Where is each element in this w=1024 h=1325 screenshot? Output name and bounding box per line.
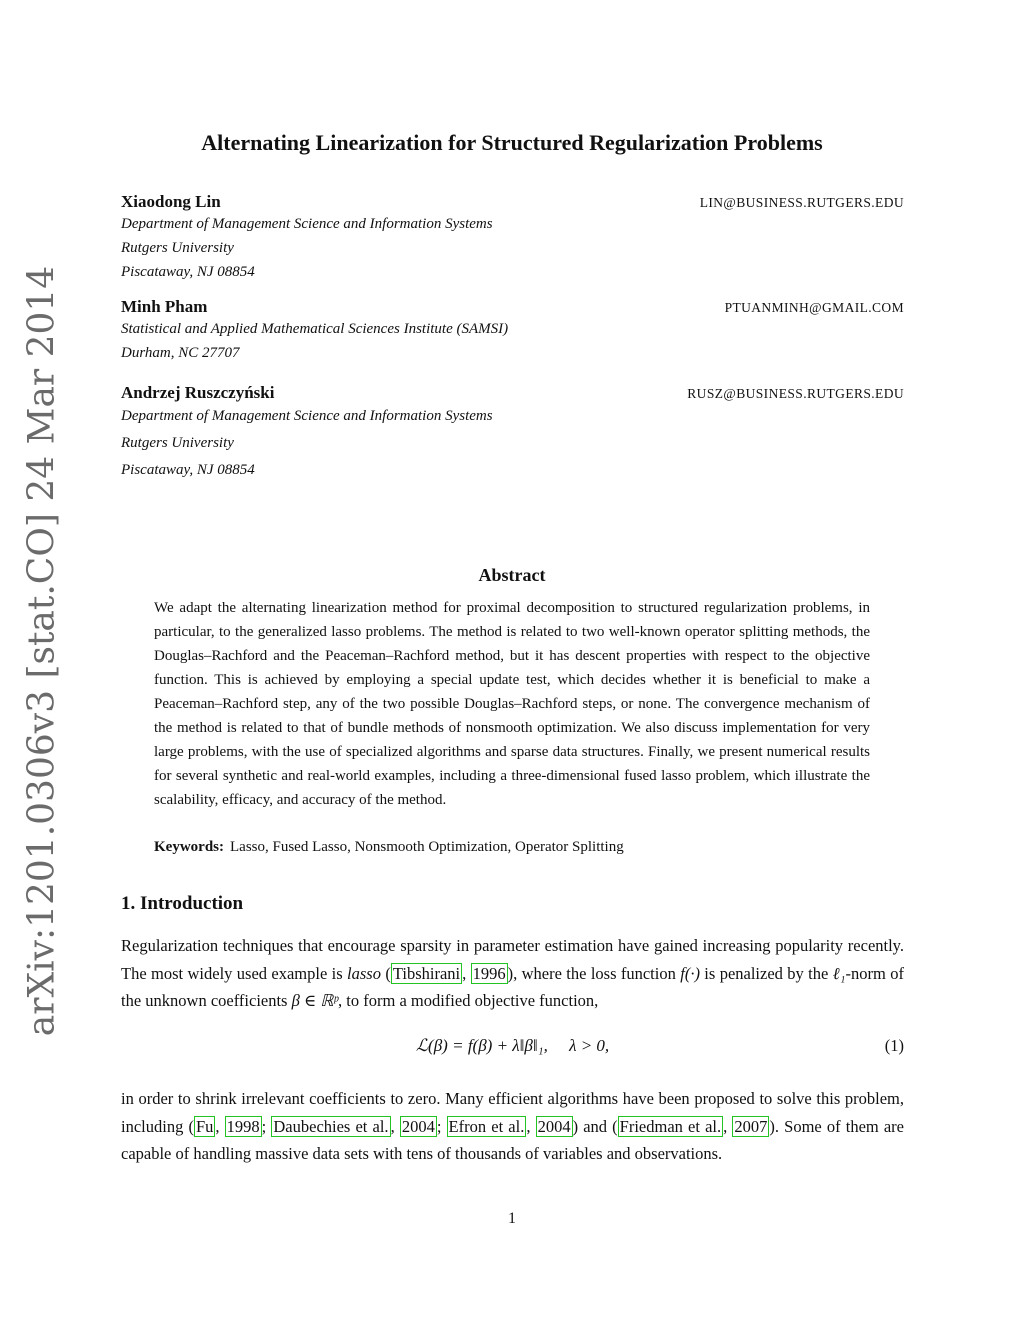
affiliation-line: Department of Management Science and Information Systems	[121, 216, 493, 232]
citation-year-link[interactable]: 2004	[401, 1116, 435, 1136]
section-heading-introduction: 1. Introduction	[121, 893, 244, 914]
keywords	[154, 839, 624, 856]
text-run: , to form a modified objective function,	[338, 991, 599, 1010]
affiliation-line: Department of Management Science and Information Systems	[121, 408, 493, 424]
text-run: is penalized by the	[699, 963, 833, 983]
arxiv-stamp-text: arXiv:1201.0306v3 [stat.CO] 24 Mar 2014	[21, 265, 63, 1037]
author-email[interactable]: PTUANMINH@GMAIL.COM	[724, 300, 904, 315]
author-name: Minh Pham	[121, 297, 208, 316]
paper-title: Alternating Linearization for Structured Regularization Problems	[201, 130, 823, 155]
equation-number: (1)	[884, 1036, 904, 1055]
author-block-1	[121, 192, 904, 284]
citation-link[interactable]: Efron et al.	[448, 1116, 525, 1136]
author-affiliation	[121, 403, 904, 484]
equation-body: ℒ(β) = f(β) + λ‖β‖₁, λ > 0,	[415, 1036, 610, 1055]
author-email[interactable]: LIN@BUSINESS.RUTGERS.EDU	[699, 195, 904, 210]
affiliation-line: Rutgers University	[121, 435, 234, 451]
author-affiliation	[121, 212, 904, 284]
text-run: (	[380, 963, 391, 983]
keywords-label: Keywords:	[154, 839, 224, 855]
keywords-text: Lasso, Fused Lasso, Nonsmooth Optimization, Operator Splitting	[230, 839, 624, 855]
affiliation-line: Piscataway, NJ 08854	[121, 264, 255, 280]
affiliation-line: Piscataway, NJ 08854	[121, 462, 255, 478]
citation-link[interactable]: Tibshirani	[392, 963, 461, 983]
text-run: Regularization techniques that encourage sparsity in parameter estimation have gained increasing popularity recently. The most widely used example is	[121, 936, 904, 983]
emphasis-lasso: lasso	[347, 963, 381, 983]
text-run: ), where the loss function	[507, 963, 681, 983]
text-run: ). Some of them are capable of handling massive data sets with tens of thousands of variables and observations.	[121, 1116, 905, 1163]
author-affiliation	[121, 317, 904, 365]
math-inline: f(·)	[680, 963, 700, 983]
citation-link[interactable]: Daubechies et al.	[273, 1116, 389, 1136]
citation-year-link[interactable]: 1998	[226, 1116, 260, 1136]
author-block-3	[121, 383, 904, 484]
abstract-text: We adapt the alternating linearization method for proximal decomposition to structured regularization problems, in particular, to the generalized lasso problems. The method is related to two well-known operator splitting methods, the Douglas–Rachford and the Peaceman–Rachford method, but it has descent properties with respect to the objective function. This is achieved by employing a special update test, which decides whether it is beneficial to make a Peaceman–Rachford step, any of the two possible Douglas–Rachford steps, or none. The convergence mechanism of the method is related to that of bundle methods of nonsmooth optimization. We also discuss implementation for very large problems, with the use of specialized algorithms and sparse data structures. Finally, we present numerical results for several synthetic and real-world examples, including a three-dimensional fused lasso problem, which illustrate the scalability, efficacy, and accuracy of the method.	[154, 600, 870, 808]
affiliation-line: Rutgers University	[121, 240, 234, 256]
affiliation-line: Durham, NC 27707	[121, 345, 240, 361]
affiliation-line: Statistical and Applied Mathematical Sciences Institute (SAMSI)	[121, 321, 509, 337]
citation-link[interactable]: Friedman et al.	[619, 1116, 722, 1136]
author-name: Andrzej Ruszczyński	[121, 383, 275, 402]
citation-year-link[interactable]: 1996	[472, 963, 506, 983]
arxiv-identifier-stamp	[21, 265, 63, 1037]
math-inline: ℓ₁	[832, 963, 846, 983]
page-number: 1	[508, 1210, 516, 1227]
equation-1	[121, 1036, 904, 1064]
text-run: in order to shrink irrelevant coefficients to zero. Many efficient algorithms have been proposed to solve this problem, including (	[121, 1089, 904, 1136]
text-run: -norm of the unknown coefficients	[121, 963, 904, 1010]
text-run: ) and (	[572, 1116, 618, 1136]
author-email[interactable]: RUSZ@BUSINESS.RUTGERS.EDU	[687, 386, 904, 401]
intro-paragraph-1: Regularization techniques that encourage sparsity in parameter estimation have gained increasing popularity recently. The most widely used example is lasso ( Tibshirani , 1996 ), where the loss function f(·) is penalized by the ℓ₁-norm of the unknown coefficients β ∈ ℝᵖ, to form a modified objective function,	[121, 936, 904, 1010]
author-name: Xiaodong Lin	[121, 192, 221, 211]
citation-year-link[interactable]: 2004	[537, 1116, 571, 1136]
author-block-2	[121, 297, 904, 365]
intro-paragraph-2: in order to shrink irrelevant coefficients to zero. Many efficient algorithms have been proposed to solve this problem, including ( Fu , 1998 ; Daubechies et al. , 2004 ; Efron et al. , 2004 ) and ( Friedman et al. , 2007 ). Some of them are capable of handling massive data sets with tens of thousands of variables and observations.	[121, 1089, 905, 1163]
math-inline: β ∈ ℝᵖ	[291, 991, 339, 1010]
citation-year-link[interactable]: 2007	[734, 1116, 768, 1136]
abstract-heading: Abstract	[478, 565, 546, 585]
citation-link[interactable]: Fu	[195, 1116, 214, 1136]
